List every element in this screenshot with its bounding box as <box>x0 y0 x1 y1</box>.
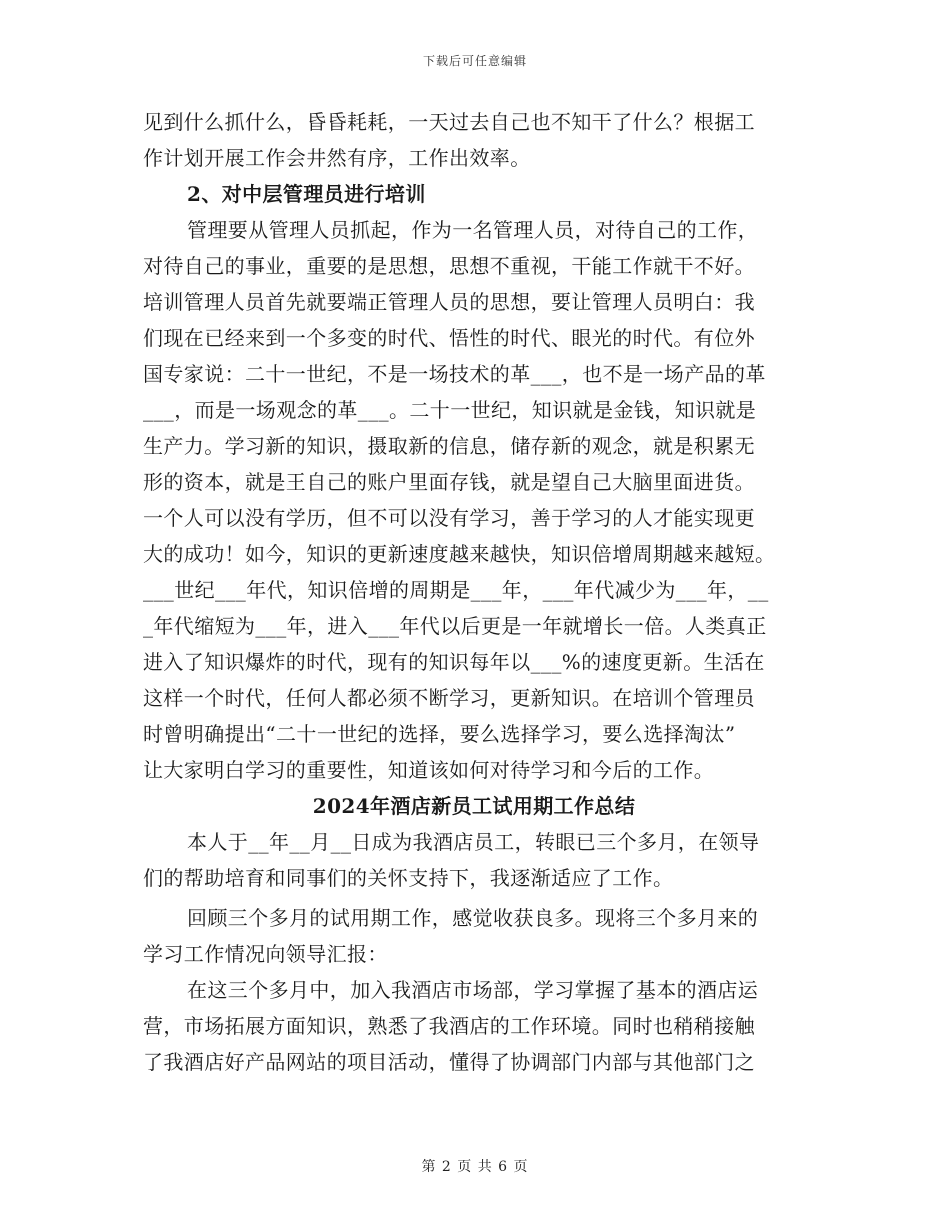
paragraph-line: 在这三个多月中，加入我酒店市场部，学习掌握了基本的酒店运 <box>187 978 759 1002</box>
paragraph-line: 大的成功！如今，知识的更新速度越来越快，知识倍增周期越来越短。 <box>143 542 776 566</box>
document-body <box>143 104 805 1080</box>
paragraph-line: 对待自己的事业，重要的是思想，思想不重视，干能工作就干不好。 <box>143 254 755 278</box>
paragraph-line: 时曾明确提出“二十一世纪的选择，要么选择学习，要么选择淘汰” <box>143 722 736 746</box>
paragraph-line: _年代缩短为___年，进入___年代以后更是一年就增长一倍。人类真正 <box>143 614 767 638</box>
paragraph-line: 生产力。学习新的知识，摄取新的信息，储存新的观念，就是积累无 <box>143 434 755 458</box>
section-heading: 2、对中层管理员进行培训 <box>187 182 426 206</box>
paragraph-line: 们的帮助培育和同事们的关怀支持下，我逐渐适应了工作。 <box>143 866 674 890</box>
page-number: 第 2 页 共 6 页 <box>421 1159 529 1175</box>
paragraph-line: ___，而是一场观念的革___。二十一世纪，知识就是金钱，知识就是 <box>143 398 757 422</box>
paragraph-line: 见到什么抓什么，昏昏耗耗，一天过去自己也不知干了什么？根据工 <box>143 110 755 134</box>
paragraph-line: 营，市场拓展方面知识，熟悉了我酒店的工作环境。同时也稍稍接触 <box>143 1014 755 1038</box>
paragraph-line: 进入了知识爆炸的时代，现有的知识每年以___%的速度更新。生活在 <box>143 650 765 674</box>
paragraph-line: 作计划开展工作会井然有序，工作出效率。 <box>143 146 531 170</box>
paragraph-line: 学习工作情况向领导汇报： <box>143 942 388 966</box>
running-header: 下载后可任意编辑 <box>422 54 527 68</box>
document-title: 2024年酒店新员工试用期工作总结 <box>312 794 636 818</box>
paragraph-line: 们现在已经来到一个多变的时代、悟性的时代、眼光的时代。有位外 <box>143 326 755 350</box>
paragraph-line: 了我酒店好产品网站的项目活动，懂得了协调部门内部与其他部门之 <box>143 1050 755 1074</box>
paragraph-line: 让大家明白学习的重要性，知道该如何对待学习和今后的工作。 <box>143 758 715 782</box>
paragraph-line: 国专家说：二十一世纪，不是一场技术的革___，也不是一场产品的革 <box>143 362 766 386</box>
paragraph-line: 回顾三个多月的试用期工作，感觉收获良多。现将三个多月来的 <box>187 906 759 930</box>
paragraph-line: 这样一个时代，任何人都必须不断学习，更新知识。在培训个管理员 <box>143 686 755 710</box>
paragraph-line: ___世纪___年代，知识倍增的周期是___年，___年代减少为___年，__ <box>143 578 769 602</box>
paragraph-line: 本人于__年__月__日成为我酒店员工，转眼已三个多月，在领导 <box>187 830 760 854</box>
paragraph-line: 管理要从管理人员抓起，作为一名管理人员，对待自己的工作， <box>187 218 759 242</box>
paragraph-line: 形的资本，就是王自己的账户里面存钱，就是望自己大脑里面进货。 <box>143 470 755 494</box>
paragraph-line: 一个人可以没有学历，但不可以没有学习，善于学习的人才能实现更 <box>143 506 755 530</box>
paragraph-line: 培训管理人员首先就要端正管理人员的思想，要让管理人员明白：我 <box>143 290 755 314</box>
